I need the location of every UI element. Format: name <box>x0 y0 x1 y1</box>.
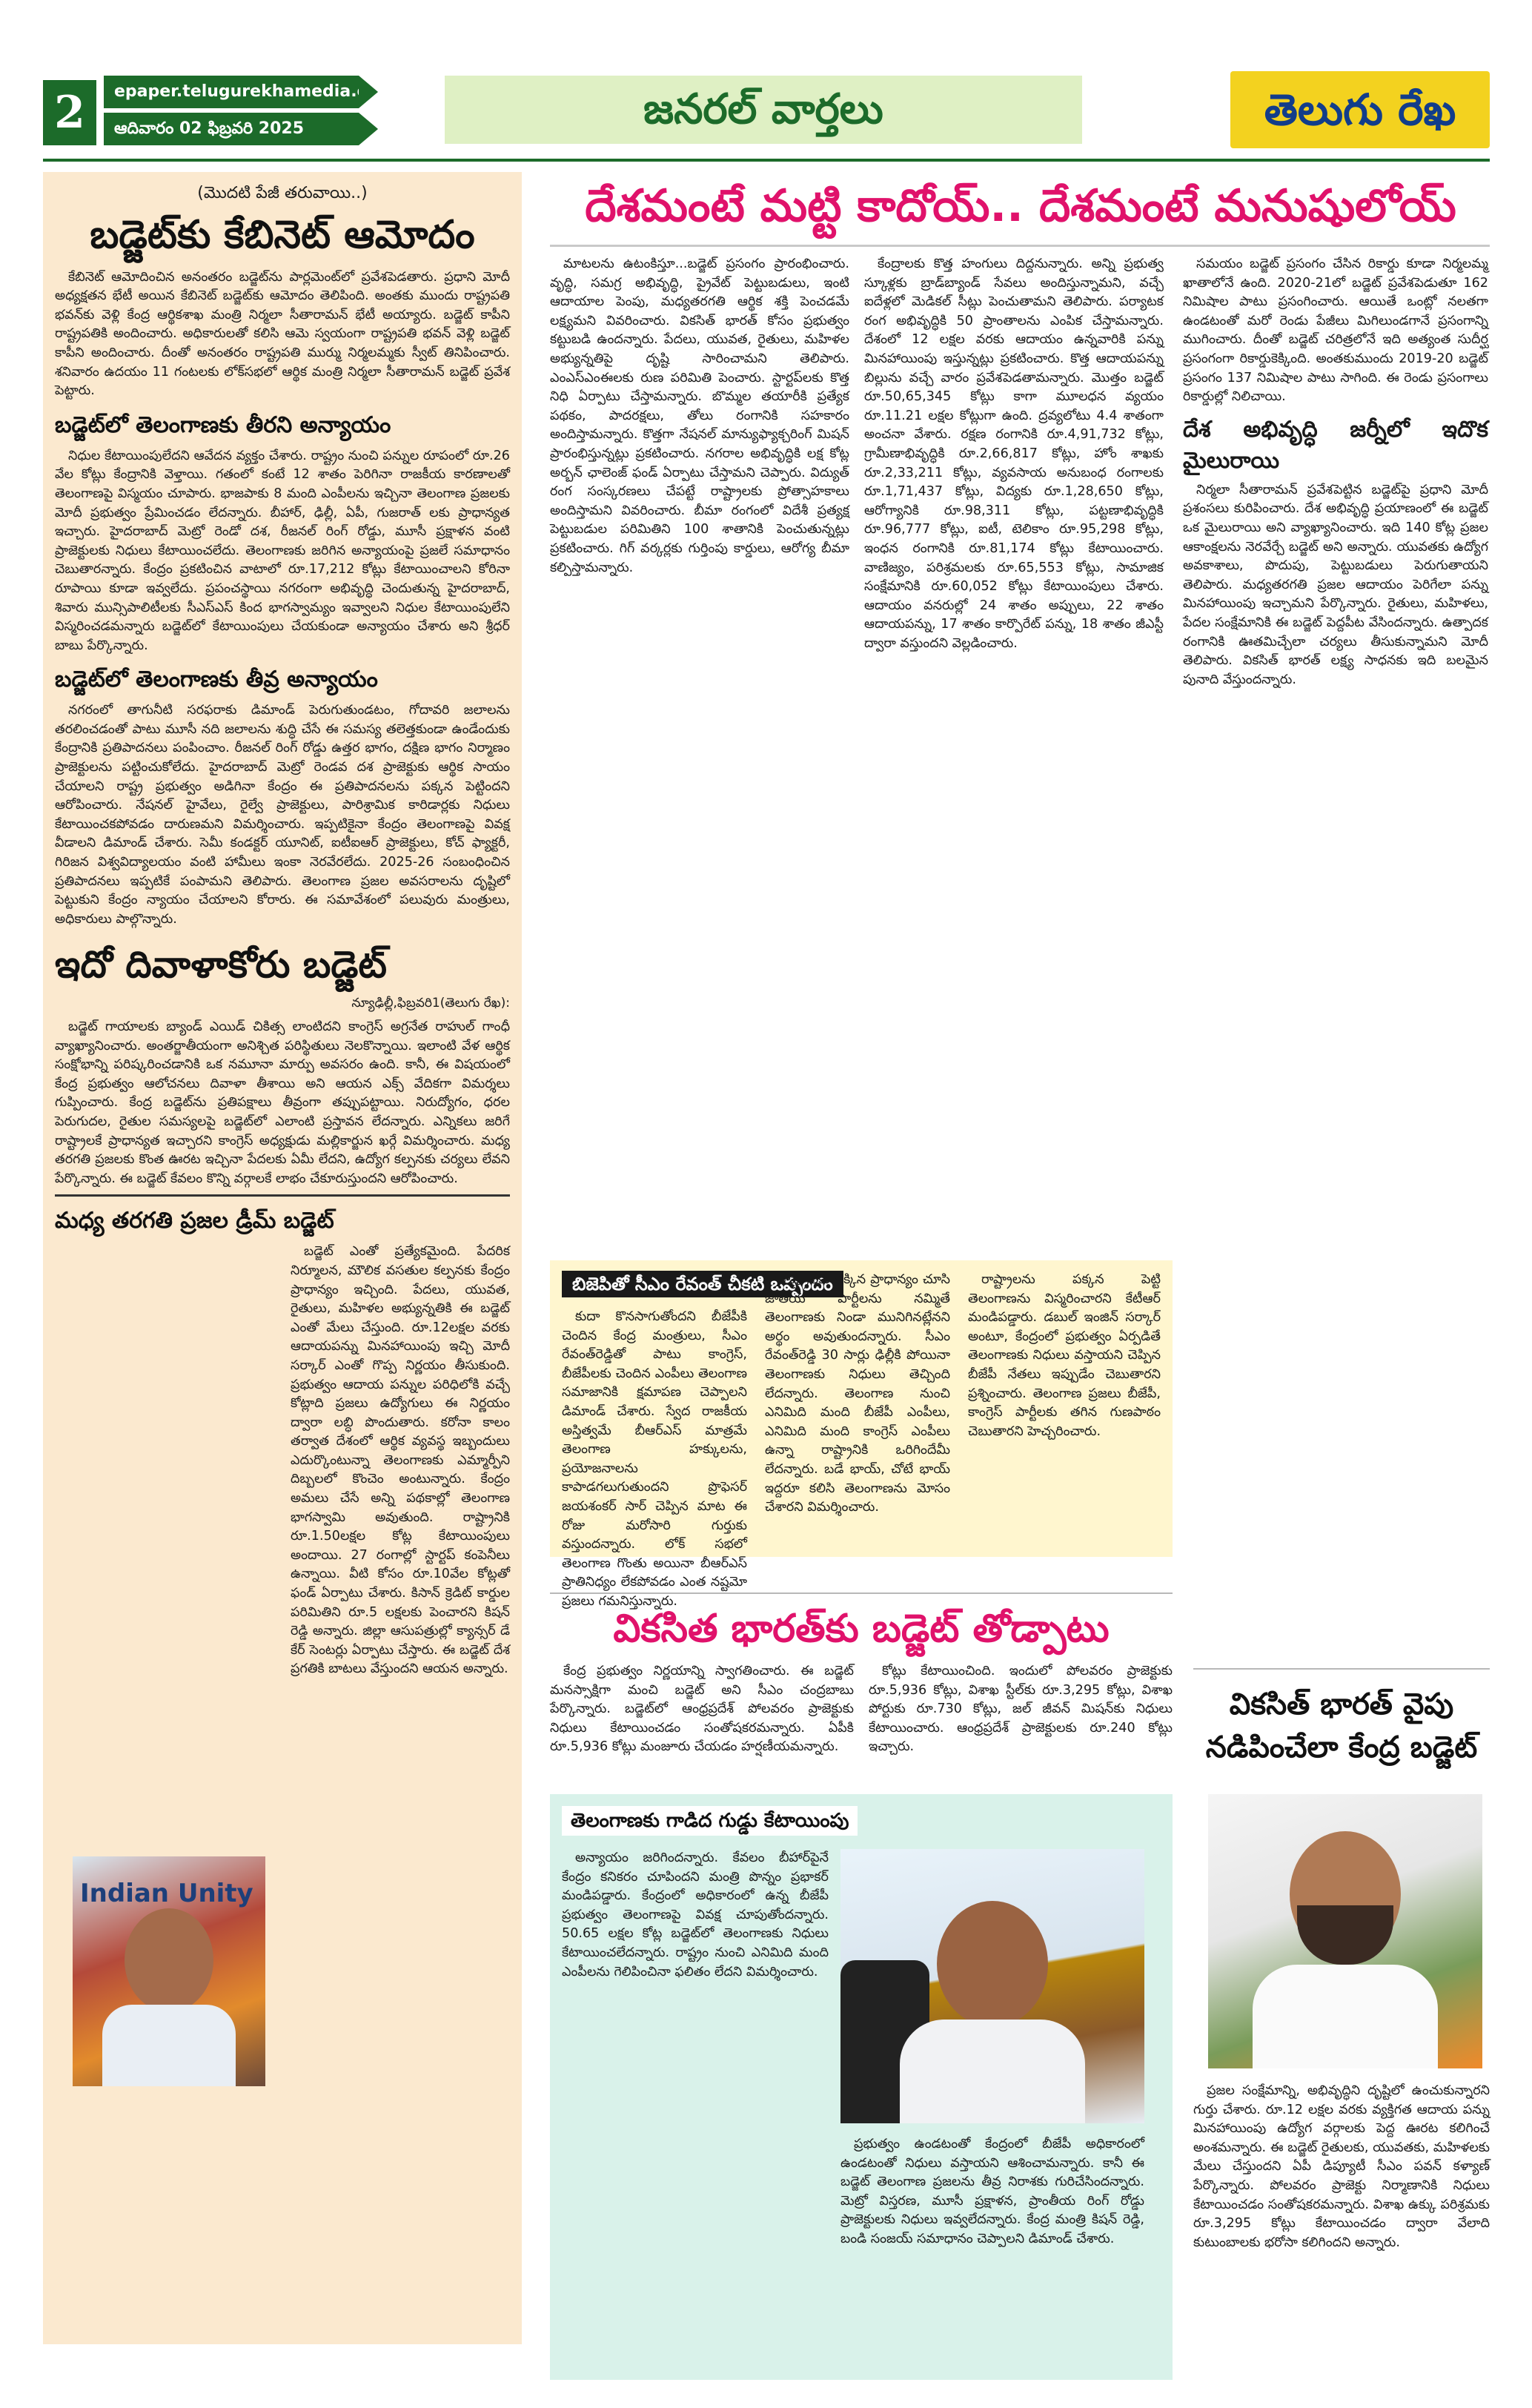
headline-cabinet-approval: బడ్జెట్‌కు కేబినెట్ ఆమోదం <box>90 212 475 257</box>
article-text: కేంద్ర ప్రభుత్వం నిర్ణయాన్ని స్వాగతించారు. ఈ బడ్జెట్ మనస్సాక్షిగా మంచి బడ్జెట్ అని సీఎం చంద్రబాబు పేర్కొన్నారు. బడ్జెట్‌లో ఆంధ్రప్రదేశ్ పోలవరం ప్రాజెక్టుకు నిధులు కేటాయించడం సంతోషకరమన్నారు. ఏపీకి రూ.5,936 కోట్లు మంజూరు చేయడం హర్షణీయమన్నారు. <box>550 1664 854 1755</box>
article-text: ప్రజల సంక్షేమాన్ని, అభివృద్ధిని దృష్టిలో ఉంచుకున్నారని గుర్తు చేశారు. రూ.12 లక్షల వరకు వ్యక్తిగత ఆదాయ పన్ను మినహాయింపు ఉద్యోగ వర్గాలకు పెద్ద ఊరట కలిగించే అంశమన్నారు. ఈ బడ్జెట్ రైతులకు, యువతకు, మహిళలకు మేలు చేస్తుందని ఏపీ డిప్యూటీ సీఎం పవన్ కళ్యాణ్ పేర్కొన్నారు. పోలవరం ప్రాజెక్టు నిర్మాణానికి నిధులు కేటాయించడం సంతోషకరమన్నారు. విశాఖ ఉక్కు పరిశ్రమకు రూ.3,295 కోట్లు కేటాయించడం ద్వారా వేలాది కుటుంబాలకు భరోసా కలిగిందని అన్నారు. <box>1193 2083 1490 2250</box>
issue-date-arrow <box>359 113 378 145</box>
photo-beard <box>1297 1905 1393 1965</box>
article-text: కేబినెట్ ఆమోదించిన అనంతరం బడ్జెట్‌ను పార్లమెంట్‌లో ప్రవేశపెడతారు. ప్రధాని మోదీ అధ్యక్షతన భేటీ అయిన కేబినెట్ బడ్జెట్‌కు ఆమోదం తెలిపింది. అంతకు ముందు రాష్ట్రపతి భవన్‌కు వెళ్లి కేంద్ర ఆర్థికశాఖ మంత్రి నిర్మలా సీతారామన్ భేటీ అయ్యారు. బడ్జెట్ కాపీని రాష్ట్రపతికి అందించారు. అధికారులతో కలిసి ఆమె స్వయంగా రాష్ట్రపతి భవన్ వెళ్లి బడ్జెట్ కాపీని అందించారు. దీంతో అనంతరం రాష్ట్రపతి ముర్ము నిర్మలమ్మకు స్వీట్ తినిపించారు. శనివారం ఉదయం 11 గంటలకు లోక్‌సభలో ఆర్థిక మంత్రి నిర్మలా సీతారామన్ బడ్జెట్ ప్రవేశ పెట్టారు. <box>55 269 510 399</box>
photo-body <box>102 2005 236 2086</box>
headline-severe-injustice: బడ్జెట్‌లో తెలంగాణకు తీవ్ర అన్యాయం <box>55 666 378 693</box>
article-text: నిర్మలా సీతారామన్ ప్రవేశపెట్టిన బడ్జెట్‌పై ప్రధాని మోదీ ప్రశంసలు కురిపించారు. దేశ అభివృద్ధి ప్రయాణంలో ఈ బడ్జెట్ ఒక మైలురాయి అని వ్యాఖ్యానించారు. ఇది 140 కోట్ల ప్రజల ఆకాంక్షలను నెరవేర్చే బడ్జెట్ అని అన్నారు. యువతకు ఉద్యోగ అవకాశాలు, పొదుపు, పెట్టుబడులు పెరుగుతాయని తెలిపారు. మధ్యతరగతి ప్రజల ఆదాయం పెరిగేలా పన్ను మినహాయింపు ఇచ్చామని పేర్కొన్నారు. రైతులు, మహిళలు, పేదల సంక్షేమానికి ఈ బడ్జెట్ పెద్దపీట వేసిందన్నారు. ఉత్పాదక రంగానికి ఊతమిచ్చేలా చర్యలు తీసుకున్నామని మోదీ తెలిపారు. వికసిత్ భారత్ లక్ష్య సాధనకు ఇది బలమైన పునాది వేస్తుందన్నారు. <box>1183 482 1488 687</box>
article-text: కుదా కొనసాగుతోందని బీజేపీకి చెందిన కేంద్ర మంత్రులు, సీఎం రేవంత్‌రెడ్డితో పాటు కాంగ్రెస్, బీజేపీలకు చెందిన ఎంపీలు తెలంగాణ సమాజానికి క్షమాపణ చెప్పాలని డిమాండ్ చేశారు. స్వేద రాజకీయ అస్తిత్వమే బీఆర్ఎస్ మాత్రమే తెలంగాణ హక్కులను, ప్రయోజనాలను కాపాడగలుగుతుందని ప్రొఫెసర్ జయశంకర్ సార్ చెప్పిన మాట ఈ రోజు మరోసారి గుర్తుకు వస్తుందన్నారు. లోక్ సభలో తెలంగాణ గొంతు అయినా బీఆర్ఎస్ ప్రాతినిధ్యం లేకపోవడం ఎంత నష్టమో ప్రజలు గమనిస్తున్నారు. <box>562 1309 747 1609</box>
headline-bankrupt-budget: ఇదో దివాళాకోరు బడ్జెట్ <box>55 943 387 987</box>
main-column-2 <box>864 255 1164 1248</box>
divider <box>1193 1668 1490 1670</box>
photo-pawan <box>1208 1794 1482 2068</box>
article-text: అన్యాయం జరిగిందన్నారు. కేవలం బీహార్‌పైనే కేంద్రం కనికరం చూపిందని మంత్రి పొన్నం ప్రభాకర్ మండిపడ్డారు. కేంద్రంలో అధికారంలో ఉన్న బీజేపీ ప్రభుత్వం తెలంగాణపై వివక్ష చూపుతోందన్నారు. 50.65 లక్షల కోట్ల బడ్జెట్‌లో తెలంగాణకు నిధులు కేటాయించలేదన్నారు. రాష్ట్రం నుంచి ఎనిమిది మంది ఎంపీలను గెలిపించినా ఫలితం లేదని విమర్శించారు. <box>562 1850 829 1979</box>
vikasita-column-1 <box>550 1662 854 1788</box>
main-column-1 <box>550 255 849 1248</box>
issue-date: ఆదివారం 02 ఫిబ్రవరి 2025 <box>104 113 359 145</box>
divider <box>550 1592 1173 1594</box>
article-text: మాటలను ఉటంకిస్తూ...బడ్జెట్ ప్రసంగం ప్రారంభించారు. వృద్ధి, సమగ్ర అభివృద్ధి, ప్రైవేట్ పెట్టుబడులు, ఇంటి ఆదాయాల పెంపు, మధ్యతరగతి ఆర్థిక శక్తి పెంచడమే లక్ష్యమని వివరించారు. వికసిత్ భారత్ కోసం ప్రభుత్వం కట్టుబడి ఉందన్నారు. పేదలు, యువత, రైతులు, మహిళల అభ్యున్నతిపై దృష్టి సారించామని తెలిపారు. ఎంఎస్ఎంఈలకు రుణ పరిమితి పెంచారు. స్టార్టప్‌లకు కొత్త నిధి ఏర్పాటు చేస్తామన్నారు. బొమ్మల తయారీకి ప్రత్యేక పథకం, పాదరక్షలు, తోలు రంగానికి సహకారం అందిస్తామన్నారు. కొత్తగా నేషనల్ మాన్యుఫ్యాక్చరింగ్ మిషన్ ప్రారంభిస్తున్నట్లు ప్రకటించారు. నగరాల అభివృద్ధికి లక్ష కోట్ల అర్బన్ ఛాలెంజ్ ఫండ్ ఏర్పాటు చేస్తామని చెప్పారు. విద్యుత్ రంగ సంస్కరణలు చేపట్టే రాష్ట్రాలకు ప్రోత్సాహకాలు అందిస్తామని వివరించారు. బీమా రంగంలో విదేశీ ప్రత్యక్ష పెట్టుబడుల పరిమితిని 100 శాతానికి పెంచుతున్నట్లు ప్రకటించారు. గిగ్ వర్కర్లకు గుర్తింపు కార్డులు, ఆరోగ్య బీమా కల్పిస్తామన్నారు. <box>550 257 849 575</box>
site-url[interactable]: epaper.telugurekhamedia.com <box>104 76 359 108</box>
telangana-column-1 <box>562 1849 829 2368</box>
masthead-rule <box>43 159 1490 162</box>
telangana-box <box>550 1794 1173 2380</box>
headline-rule <box>550 245 1490 247</box>
article-text: సమయం బడ్జెట్ ప్రసంగం చేసిన రికార్డు కూడా నిర్మలమ్మ ఖాతాలోనే ఉంది. 2020-21లో బడ్జెట్ ప్రవేశపెడుతూ 162 నిమిషాల పాటు ప్రసంగించారు. ఆయితే ఒంట్లో నలతగా ఉండటంతో మరో రెండు పేజీలు మిగిలుండగానే ప్రసంగాన్ని ముగించారు. దీంతో బడ్జెట్ చరిత్రలోనే ఇది అత్యంత సుదీర్ఘ ప్రసంగంగా రికార్డుకెక్కింది. అంతకుముందు 2019-20 బడ్జెట్ ప్రసంగం 137 నిమిషాల పాటు సాగింది. ఈ రెండు ప్రసంగాలు రికార్డుల్లో నిలిచాయి. <box>1183 257 1488 405</box>
headline-pawan: వికసిత్ భారత్ వైపు నడిపించేలా కేంద్ర బడ్జెట్ <box>1205 1687 1478 1764</box>
headline-dream-budget: మధ్య తరగతి ప్రజల డ్రీమ్ బడ్జెట్ <box>55 1208 334 1234</box>
site-url-arrow <box>359 76 378 108</box>
page-number: 2 <box>43 80 96 145</box>
telangana-column-2 <box>840 2135 1144 2368</box>
photo-body <box>900 2020 1085 2123</box>
telangana-box-title: తెలంగాణకు గాడిద గుడ్డు కేటాయింపు <box>562 1806 858 1836</box>
vikasita-column-2 <box>869 1662 1173 1788</box>
photo-face <box>125 1908 213 2012</box>
article-text: నగరంలో తాగునీటి సరఫరాకు డిమాండ్ పెరుగుతుండటం, గోదావరి జలాలను తరలించడంతో పాటు మూసీ నది జలాలను శుద్ధి చేసే ఈ సమస్య తలెత్తకుండా ఉండేందుకు కేంద్రానికి ప్రతిపాదనలు పంపించాం. రీజనల్ రింగ్ రోడ్డు ఉత్తర భాగం, దక్షిణ భాగం నిర్మాణం ప్రాజెక్టులను పట్టించుకోలేదు. హైదరాబాద్ మెట్రో రెండవ దశ ప్రాజెక్టుకు ఆర్థిక సాయం చేయాలని రాష్ట్ర ప్రభుత్వం అడిగినా కేంద్రం ఈ ప్రతిపాదనలను పక్కన పెట్టిందని ఆరోపించారు. నేషనల్ హైవేలు, రైల్వే ప్రాజెక్టులు, పారిశ్రామిక కారిడార్లకు నిధులు కేటాయించకపోవడం దారుణమని విమర్శించారు. ఇప్పటికైనా కేంద్రం తెలంగాణపై వివక్ష వీడాలని డిమాండ్ చేశారు. సెమీ కండక్టర్ యూనిట్, ఐటీఐఆర్ ప్రాజెక్టులు, కోచ్ ఫ్యాక్టరీ, గిరిజన విశ్వవిద్యాలయం వంటి హామీలు ఇంకా నెరవేరలేదు. 2025-26 సంబంధించిన ప్రతిపాదనలు ఇప్పటికే పంపామని తెలిపారు. తెలంగాణ ప్రజల అవసరాలను దృష్టిలో పెట్టుకుని కేంద్రం న్యాయం చేయాలని కోరారు. ఈ సమావేశంలో పలువురు మంత్రులు, అధికారులు పాల్గొన్నారు. <box>55 703 510 927</box>
photo-face <box>937 1901 1048 2027</box>
divider <box>55 1194 510 1197</box>
section-title: జనరల్ వార్తలు <box>445 76 1082 144</box>
right-column <box>1193 2082 1490 2378</box>
brand-logo: తెలుగు రేఖ <box>1230 71 1490 148</box>
article-text: రాష్ట్రాలను పక్కన పెట్టి తెలంగాణను విస్మరించారని కేటీఆర్ మండిపడ్డారు. డబుల్ ఇంజిన్ సర్కార్ అంటూ, కేంద్రంలో ప్రభుత్వం ఏర్పడితే తెలంగాణకు నిధులు వస్తాయని చెప్పిన బీజేపీ నేతలు ఇప్పుడేం చెబుతారని ప్రశ్నించారు. తెలంగాణ ప్రజలు బీజేపీ, కాంగ్రెస్ పార్టీలకు తగిన గుణపాఠం చెబుతారని హెచ్చరించారు. <box>968 1272 1161 1439</box>
article-text-wrap <box>291 1243 510 1679</box>
photo-minister <box>73 1856 265 2086</box>
bjp-column-3 <box>968 1271 1161 1545</box>
bjp-column-1 <box>562 1308 747 1609</box>
photo-body <box>1253 1965 1438 2068</box>
photo-backdrop-text: Indian Unity <box>80 1879 253 1908</box>
bjp-deal-title: బిజెపితో సీఎం రేవంత్ చీకటి ఒప్పందం <box>562 1271 843 1297</box>
article-text: నిధుల కేటాయింపులేదని ఆవేదన వ్యక్తం చేశారు. రాష్ట్రం నుంచి పన్నుల రూపంలో రూ.26 వేల కోట్లు కేంద్రానికి వెళ్తాయి. గతంలో కంటే 12 శాతం పెరిగినా రాజకీయ కారణాలతో తెలంగాణపై విస్మయం చూపారు. భాజపాకు 8 మంది ఎంపీలను ఇచ్చినా తెలంగాణ ప్రజలకు మోదీ ప్రభుత్వం ప్రేమించడం లేదన్నారు. బీహార్, ఢిల్లీ, ఏపీ, గుజరాత్ లకు ప్రాధాన్యత ఇచ్చారు. హైదరాబాద్ మెట్రో రెండో దశ, రీజనల్ రింగ్ రోడ్డు, మూసీ ప్రక్షాళన వంటి ప్రాజెక్టులకు నిధులు కేటాయించలేదు. తెలంగాణకు జరిగిన అన్యాయంపై ప్రజలే సమాధానం చెబుతారన్నారు. కేంద్రం ప్రకటించిన వాటాలో రూ.17,212 కోట్లు కేటాయించాలని కోరినా రూపాయి కూడా ఇవ్వలేదు. ప్రపంచస్థాయి నగరంగా అభివృద్ధి చెందుతున్న హైదరాబాద్, శివారు మున్సిపాలిటీలకు సీఎస్ఎస్ కింద భాగస్వామ్యం ఇవ్వాలని నిధుల కేటాయింపులేని విస్మరించడమన్నారు బడ్జెట్‌లో కేటాయింపులు చేయకుండా అన్యాయం చేశారు అని శ్రీధర్ బాబు పేర్కొన్నారు. <box>55 448 510 653</box>
photo-minister-speaking <box>840 1849 1144 2123</box>
continued-note: (మొదటి పేజీ తరువాయి..) <box>197 184 368 202</box>
headline-vikasita: వికసిత భారత్‌కు బడ్జెట్ తోడ్పాటు <box>613 1607 1110 1651</box>
article-text: ప్రభుత్వం ఉండటంతో కేంద్రంలో బీజేపీ అధికారంలో ఉండటంతో నిధులు వస్తాయని ఆశించామన్నారు. కానీ ఈ బడ్జెట్ తెలంగాణ ప్రజలను తీవ్ర నిరాశకు గురిచేసిందన్నారు. మెట్రో విస్తరణ, మూసీ ప్రక్షాళన, ప్రాంతీయ రింగ్ రోడ్డు ప్రాజెక్టులకు నిధులు ఇవ్వలేదన్నారు. కేంద్ర మంత్రి కిషన్ రెడ్డి, బండి సంజయ్ సమాధానం చెప్పాలని డిమాండ్ చేశారు. <box>840 2137 1144 2246</box>
main-column-3 <box>1183 255 1488 1634</box>
byline: న్యూఢిల్లీ,ఫిబ్రవరి1(తెలుగు రేఖ): <box>351 996 510 1011</box>
main-headline: దేశమంటే మట్టి కాదోయ్.. దేశమంటే మనుషులోయ్ <box>585 180 1456 232</box>
left-column <box>43 172 522 2344</box>
article-text: బడ్జెట్ ఎంతో ప్రత్యేకమైంది. పేదరిక నిర్మూలన, మౌలిక వసతుల కల్పనకు కేంద్రం ప్రాధాన్యం ఇచ్చింది. పేదలు, యువత, రైతులు, మహిళల అభ్యున్నతికి ఈ బడ్జెట్ ఎంతో మేలు చేస్తుంది. రూ.12లక్షల వరకు ఆదాయపన్ను మినహాయింపు ఇచ్చి మోదీ సర్కార్ ఎంతో గొప్ప నిర్ణయం తీసుకుంది. ప్రభుత్వం ఆదాయ పన్నుల పరిధిలోకి వచ్చే కోట్లాది ప్రజలు ఉద్యోగులు ఈ నిర్ణయం ద్వారా లబ్ధి పొందుతారు. కరోనా కాలం తర్వాత దేశంలో ఆర్థిక వ్యవస్థ ఇబ్బందులు ఎదుర్కొంటున్నా తెలంగాణకు ఎమ్మార్పీని దిబ్బలలో కొంచెం అంటున్నారు. కేంద్రం అమలు చేసే అన్ని పథకాల్లో తెలంగాణ భాగస్వామి అవుతుంది. రాష్ట్రానికి రూ.1.50లక్షల కోట్ల కేటాయింపులు అందాయి. 27 రంగాల్లో స్టార్టప్ కంపెనీలు ఉన్నాయి. వీటి కోసం రూ.10వేల కోట్లతో ఫండ్ ఏర్పాటు చేశారు. కిసాన్ క్రెడిట్ కార్డుల పరిమితిని రూ.5 లక్షలకు పెంచారని కిషన్ రెడ్డి అన్నారు. జిల్లా ఆసుపత్రుల్లో క్యాన్సర్ డే కేర్ సెంటర్లు ఏర్పాటు చేస్తారు. ఈ బడ్జెట్ దేశ ప్రగతికి బాటలు వేస్తుందని ఆయన అన్నారు. <box>291 1244 510 1677</box>
headline-milestone: దేశ అభివృద్ధి జర్నీలో ఇదొక మైలురాయి <box>1183 416 1488 474</box>
bjp-deal-box <box>550 1260 1173 1609</box>
article-text: రాష్ట్రాలకు దక్కిన ప్రాధాన్యం చూసి జాతీయ పార్టీలను నమ్మితే తెలంగాణకు నిండా మునిగినట్లేనని అర్థం అవుతుందన్నారు. సీఎం రేవంత్‌రెడ్డి 30 సార్లు ఢిల్లీకి పోయినా తెలంగాణకు నిధులు తెచ్చింది లేదన్నారు. తెలంగాణ నుంచి ఎనిమిది మంది బీజేపీ ఎంపీలు, ఎనిమిది మంది కాంగ్రెస్ ఎంపీలు ఉన్నా రాష్ట్రానికి ఒరిగిందేమీ లేదన్నారు. బడే భాయ్, చోటే భాయ్ ఇద్దరూ కలిసి తెలంగాణను మోసం చేశారని విమర్శించారు. <box>765 1272 950 1515</box>
article-text: కోట్లు కేటాయించింది. ఇందులో పోలవరం ప్రాజెక్టుకు రూ.5,936 కోట్లు, విశాఖ స్టీల్‌కు రూ.3,295 కోట్లు, విశాఖ పోర్టుకు రూ.730 కోట్లు, జల్ జీవన్ మిషన్‌కు నిధులు కేటాయించారు. ఆంధ్రప్రదేశ్ ప్రాజెక్టులకు రూ.240 కోట్లు ఇచ్చారు. <box>869 1664 1173 1755</box>
article-text: కేంద్రాలకు కొత్త హంగులు దిద్దనున్నారు. అన్ని ప్రభుత్వ స్కూళ్లకు బ్రాడ్‌బ్యాండ్ సేవలు అందిస్తున్నామని, వచ్చే ఐదేళ్లలో మెడికల్ సీట్లు పెంచుతామని తెలిపారు. పర్యాటక రంగ అభివృద్ధికి 50 ప్రాంతాలను ఎంపిక చేస్తామన్నారు. దేశంలో 12 లక్షల వరకు ఆదాయం ఉన్నవారికి పన్ను మినహాయింపు ఇస్తున్నట్లు ప్రకటించారు. కొత్త ఆదాయపన్ను బిల్లును వచ్చే వారం ప్రవేశపెడతామన్నారు. మొత్తం బడ్జెట్ రూ.50,65,345 కోట్లు కాగా మూలధన వ్యయం రూ.11.21 లక్షల కోట్లుగా ఉంది. ద్రవ్యలోటు 4.4 శాతంగా అంచనా వేశారు. రక్షణ రంగానికి రూ.4,91,732 కోట్లు, గ్రామీణాభివృద్ధికి రూ.2,66,817 కోట్లు, హోం శాఖకు రూ.2,33,211 కోట్లు, వ్యవసాయ అనుబంధ రంగాలకు రూ.1,71,437 కోట్లు, విద్యకు రూ.1,28,650 కోట్లు, ఆరోగ్యానికి రూ.98,311 కోట్లు, పట్టణాభివృద్ధికి రూ.96,777 కోట్లు, ఐటీ, టెలికాం రూ.95,298 కోట్లు, ఇంధన రంగానికి రూ.81,174 కోట్లు కేటాయించారు. వాణిజ్యం, పరిశ్రమలకు రూ.65,553 కోట్లు, సామాజిక సంక్షేమానికి రూ.60,052 కోట్లు కేటాయింపులు చేశారు. ఆదాయం వనరుల్లో 24 శాతం అప్పులు, 22 శాతం ఆదాయపన్ను, 17 శాతం కార్పొరేట్ పన్ను, 18 శాతం జీఎస్టీ ద్వారా వస్తుందని వెల్లడించారు. <box>864 257 1164 651</box>
article-text: బడ్జెట్ గాయాలకు బ్యాండ్ ఎయిడ్ చికిత్స లాంటిదని కాంగ్రెస్ అగ్రనేత రాహుల్ గాంధీ వ్యాఖ్యానించారు. అంతర్జాతీయంగా అనిశ్చిత పరిస్థితులు నెలకొన్నాయి. ఇలాంటి వేళ ఆర్థిక సంక్షోభాన్ని పరిష్కరించడానికి ఒక నమూనా మార్పు అవసరం ఉంది. కానీ, ఈ విషయంలో కేంద్ర ప్రభుత్వం ఆలోచనలు దివాళా తీశాయి అని ఆయన ఎక్స్ వేదికగా విమర్శలు గుప్పించారు. కేంద్ర బడ్జెట్‌ను ప్రతిపక్షాలు తీవ్రంగా తప్పుపట్టాయి. నిరుద్యోగం, ధరల పెరుగుదల, రైతుల సమస్యలపై బడ్జెట్‌లో ఎలాంటి ప్రస్తావన లేదన్నారు. ఎన్నికలు జరిగే రాష్ట్రాలకే ప్రాధాన్యత ఇచ్చారని కాంగ్రెస్ అధ్యక్షుడు మల్లికార్జున ఖర్గే విమర్శించారు. మధ్య తరగతి ప్రజలకు కొంత ఊరట ఇచ్చినా పేదలకు ఏమీ లేదని, ఉద్యోగ కల్పనకు చర్యలు లేవని పేర్కొన్నారు. ఈ బడ్జెట్ కేవలం కొన్ని వర్గాలకే లాభం చేకూరుస్తుందని ఆరోపించారు. <box>55 1019 510 1186</box>
headline-telangana-injustice: బడ్జెట్‌లో తెలంగాణకు తీరని అన్యాయం <box>55 411 391 438</box>
bjp-column-2 <box>765 1271 950 1545</box>
